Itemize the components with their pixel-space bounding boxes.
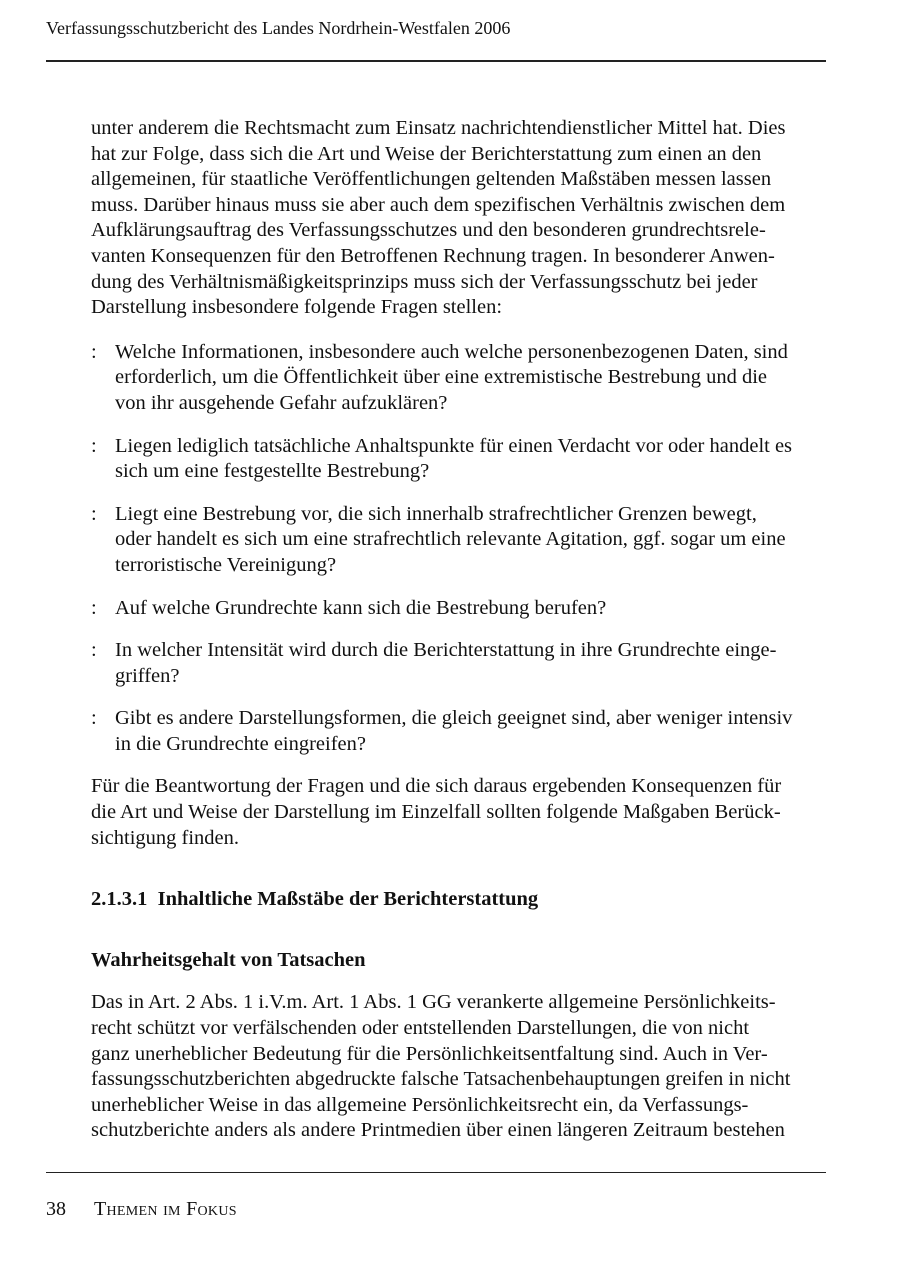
bullet-marker: : <box>91 434 97 457</box>
list-item-text: Liegen lediglich tatsächliche Anhaltspunkte für einen Verdacht vor oder handelt es sich um eine festgestellte Bestrebung? <box>115 434 793 483</box>
list-item <box>91 502 826 579</box>
footer-section-title: Themen im Fokus <box>94 1198 237 1220</box>
running-header: Verfassungsschutzbericht des Landes Nordrhein-Westfalen 2006 <box>46 18 511 38</box>
page-footer <box>46 1197 237 1221</box>
list-item <box>91 706 826 757</box>
bullet-marker: : <box>91 502 97 525</box>
bullet-marker: : <box>91 639 97 662</box>
footer-rule <box>46 1172 826 1173</box>
bullet-marker: : <box>91 596 97 619</box>
list-item-text: In welcher Intensität wird durch die Berichterstattung in ihre Grundrechte einge- griffen? <box>115 639 777 687</box>
body-paragraph: Das in Art. 2 Abs. 1 i.V.m. Art. 1 Abs. 1 GG verankerte allgemeine Persönlichkeits- recht schützt vor verfälschenden oder entstellenden Darstellungen, die von nicht ganz unerheblicher Bedeutung für die Persönlichkeitsentfaltung sind. Auch in Ver- fassungsschutzberichten abgedruckte falsche Tatsachenbehauptungen greifen in nicht unerheblicher Weise in das allgemeine Persönlichkeitsrecht ein, da Verfassungs- schutzberichte anders als andere Printmedien über einen längeren Zeitraum bestehen <box>91 991 791 1142</box>
question-list <box>91 340 826 758</box>
list-item-text: Welche Informationen, insbesondere auch welche personenbezogenen Daten, sind erforderlich, um die Öffentlichkeit über eine extremistische Bestrebung und die von ihr ausgehende Gefahr aufzuklären? <box>115 340 788 414</box>
subsection-heading: Wahrheitsgehalt von Tatsachen <box>91 948 366 971</box>
list-item-text: Gibt es andere Darstellungsformen, die gleich geeignet sind, aber weniger intensiv in die Grundrechte eingreifen? <box>115 707 793 755</box>
list-item <box>91 434 826 485</box>
list-item <box>91 340 826 417</box>
bullet-marker: : <box>91 707 97 730</box>
header-rule <box>46 60 826 62</box>
intro-paragraph: unter anderem die Rechtsmacht zum Einsatz nachrichtendienstlicher Mittel hat. Dies hat zur Folge, dass sich die Art und Weise der Berichterstattung zum einen an den allgemeinen, für staatliche Veröffentlichungen geltenden Maßstäben messen lassen muss. Darüber hinaus muss sie aber auch dem spezifischen Verhältnis zwischen dem Aufklärungsauftrag des Verfassungsschutzes und den besonderen grundrechtsrele- vanten Konsequenzen für den Betroffenen Rechnung tragen. In besonderer Anwen- dung des Verhältnismäßigkeitsprinzips muss sich der Verfassungsschutz bei jeder Darstellung insbesondere folgende Fragen stellen: <box>91 117 786 319</box>
list-item-text: Liegt eine Bestrebung vor, die sich innerhalb strafrechtlicher Grenzen bewegt, oder handelt es sich um eine strafrechtlich relevante Agitation, ggf. sogar um eine terroristische Vereinigung? <box>115 502 786 576</box>
conclusion-paragraph: Für die Beantwortung der Fragen und die sich daraus ergebenden Konsequenzen für die Art und Weise der Darstellung im Einzelfall sollten folgende Maßgaben Berück- sichtigung finden. <box>91 775 782 849</box>
bullet-marker: : <box>91 340 97 363</box>
page-body <box>91 116 826 1144</box>
list-item-text: Auf welche Grundrechte kann sich die Bestrebung berufen? <box>115 596 607 619</box>
page-number: 38 <box>46 1198 66 1220</box>
list-item <box>91 596 826 622</box>
section-heading: 2.1.3.1 Inhaltliche Maßstäbe der Berichterstattung <box>91 888 539 911</box>
list-item <box>91 638 826 689</box>
